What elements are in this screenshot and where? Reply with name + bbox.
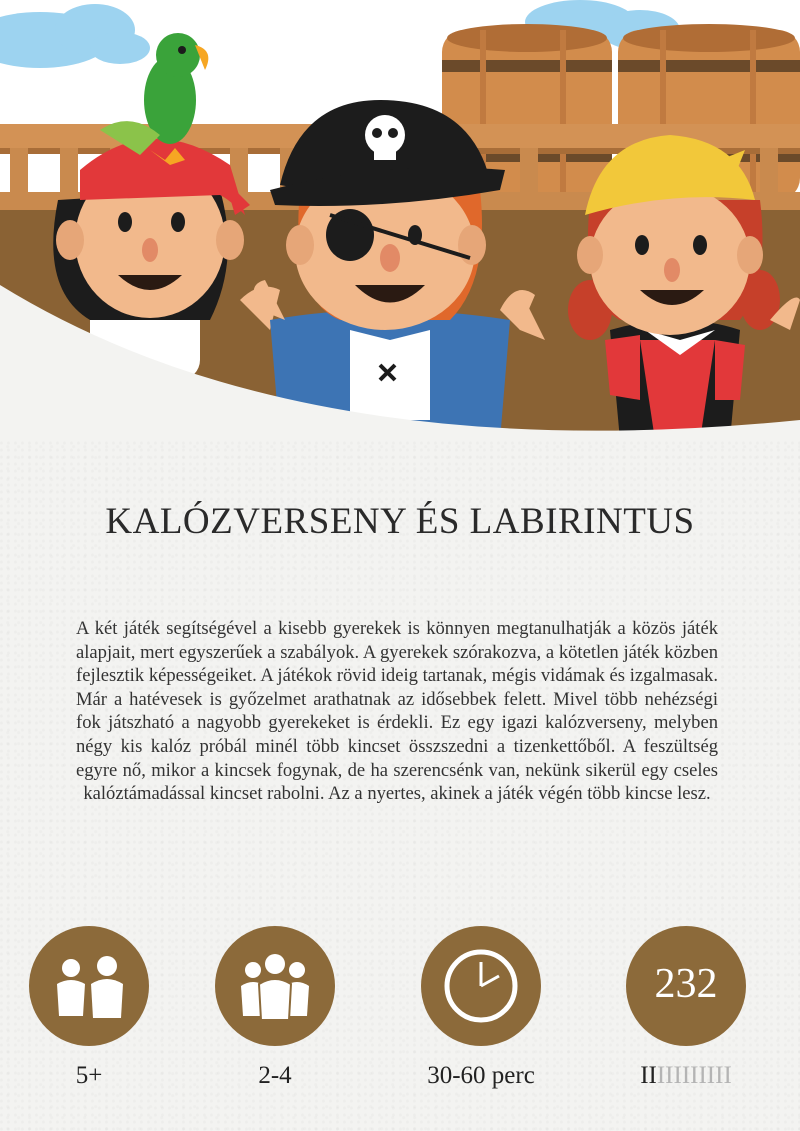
stat-time-circle: [421, 926, 541, 1046]
stat-players-circle: [215, 926, 335, 1046]
stat-code: [626, 926, 746, 1090]
difficulty-filled: II: [640, 1062, 657, 1089]
page-title: KALÓZVERSENY ÉS LABIRINTUS: [105, 501, 695, 542]
difficulty-empty: IIIIIIIII: [656, 1062, 732, 1089]
stat-time-label: 30-60 perc: [427, 1062, 535, 1089]
difficulty-scale: [626, 1062, 746, 1090]
stat-players: [215, 926, 335, 1090]
group-icon: [215, 926, 335, 1046]
stat-code-number: 232: [654, 961, 718, 1007]
description-text: A két játék segítségével a kisebb gyerekek is könnyen megtanulhatják a közös játék alapjait, mert egyszerűek a szabályok. A gyerekek szórakozva, a kötetlen játék közben fejlesztik képességeiket. A játékok rövid ideig tartanak, mégis vidámak és izgalmasak. Már a hatévesek is győzelmet arathatnak az idősebbek felett. Mivel több nehézségi fok játszható a nagyobb gyerekeket is érdekli. Ez egy igazi kalózverseny, melyben négy kis kalóz próbál minél több kincset összszedni a tizenkettőből. A feszültség egyre nő, mikor a kincsek fogynak, de ha szerencsénk van, nekünk sikerül egy cseles kalóztámadással kincset rabolni. Az a nyertes, akinek a játék végén több kincse lesz.: [76, 618, 718, 805]
stat-age-circle: [29, 926, 149, 1046]
stat-age-label: 5+: [75, 1062, 103, 1089]
stat-age: [29, 926, 149, 1090]
pirate-kids-illustration: [0, 0, 800, 440]
clock-icon: [421, 926, 541, 1046]
stat-players-label: 2-4: [258, 1062, 292, 1089]
two-people-icon: [29, 926, 149, 1046]
stat-code-circle: [626, 926, 746, 1046]
stat-time: [421, 926, 541, 1090]
